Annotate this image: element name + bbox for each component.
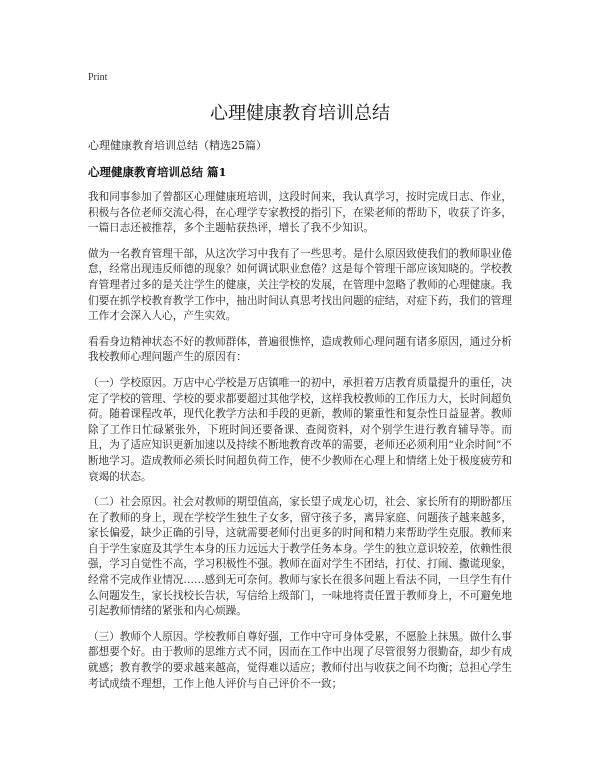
print-label: Print [88, 72, 108, 83]
section-heading: 心理健康教育培训总结 篇1 [88, 165, 227, 179]
paragraph-3: 看看身边精神状态不好的教师群体，普遍很憔悴，造成教师心理问题有诸多原因，通过分析我校教师心理问题产生的原因有： [88, 335, 512, 364]
paragraph-2: 做为一名教育管理干部，从这次学习中我有了一些思考。是什么原因致使我们的教师职业倦怠，经常出现违反师德的现象？如何调试职业怠倦？这是每个管理干部应该知晓的。学校教育管理者过多的是关注学生的健康，关注学校的发展，在管理中忽略了教师的心理健康。我们要在抓学校教育教学工作中，抽出时间认真思考找出问题的症结，对症下药，我们的管理工作才会深入人心，产生实效。 [88, 247, 512, 323]
paragraph-5: （二）社会原因。社会对教师的期望值高，家长望子成龙心切，社会、家长所有的期盼都压在了教师的身上，现在学校学生独生子女多，留守孩子多，离异家庭、问题孩子越来越多，家长偏爱，缺少正确的引导，这就需要老师付出更多的时间和精力来帮助学生克服。教师来自于学生家庭及其学生本身的压力远远大于教学任务本身。学生的独立意识较差，依赖性很强，学习自觉性不高，学习积极性不强。教师在面对学生不团结，打仗、打闹、撒谎现象，经常不完成作业情况……感到无可奈何。教师与家长在很多问题上看法不同，一旦学生有什么问题发生，家长找校长告状，写信给上级部门，一味地将责任置于教师身上，不可避免地引起教师情绪的紧张和内心烦躁。 [88, 496, 512, 618]
document-subtitle: 心理健康教育培训总结（精选25篇） [88, 139, 267, 152]
paragraph-4: （一）学校原因。万店中心学校是万店镇唯一的初中，承担着万店教育质量提升的重任，决定了学校的管理、学校的要求都要超过其他学校，这样我校教师的工作压力大，长时间超负荷。随着课程改革，现代化教学方法和手段的更新，教师的繁重性和复杂性日益显著。教师除了工作日忙碌紧张外，下班时间还要备课、查阅资料，对个别学生进行教育辅导等。而且，为了适应知识更新加速以及持续不断地教育改革的需要，老师还必须利用“业余时间”不断地学习。造成教师必须长时间超负荷工作，使不少教师在心理上和情绪上处于极度疲劳和衰竭的状态。 [88, 376, 512, 483]
paragraph-1: 我和同事参加了曾都区心理健康班培训，这段时间来，我认真学习，按时完成日志、作业，积极与各位老师交流心得，在心理学专家教授的指引下，在梁老师的帮助下，收获了许多，一篇日志还被推荐，多个主题帖获热评，增长了我不少知识。 [88, 191, 512, 235]
document-title: 心理健康教育培训总结 [210, 103, 390, 124]
paragraph-6: （三）教师个人原因。学校教师自尊好强，工作中守可身体受累，不愿脸上抹黑。做什么事都想要个好。由于教师的思维方式不同，因而在工作中出现了尽管很努力很勤奋，却少有成就感；教育教学的要求越来越高，觉得难以适应；教师付出与收获之间不均衡；总担心学生考试成绩不理想，工作上他人评价与自己评价不一致； [88, 630, 512, 690]
document-page [88, 60, 512, 692]
